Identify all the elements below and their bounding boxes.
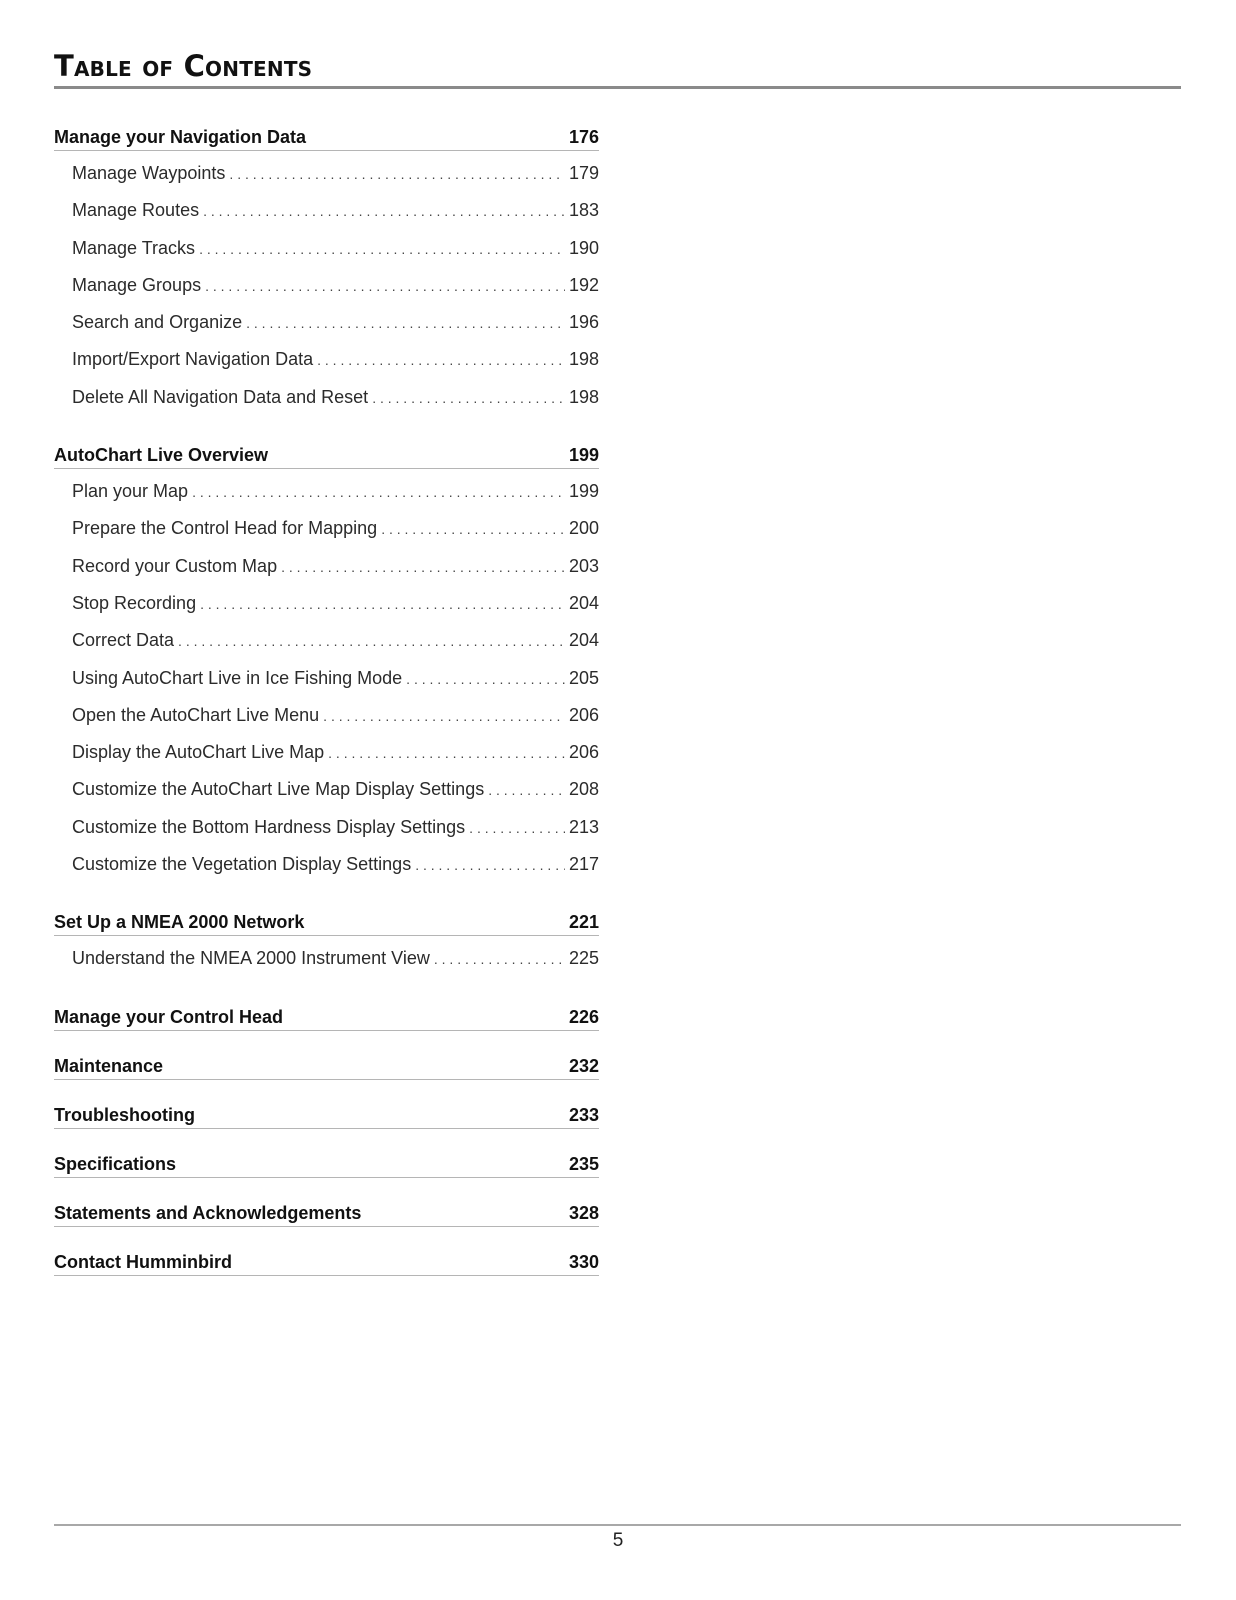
- entry-page-number: 198: [568, 349, 599, 370]
- dot-leader: [246, 315, 565, 331]
- dot-leader: [328, 745, 565, 761]
- toc-section-heading[interactable]: [54, 905, 599, 936]
- section-page-number: 226: [568, 1006, 599, 1027]
- section-title: AutoChart Live Overview: [54, 445, 269, 466]
- section-page-number: 232: [568, 1055, 599, 1076]
- entry-page-number: 206: [568, 742, 599, 763]
- section-title: Statements and Acknowledgements: [54, 1202, 362, 1223]
- toc-entry[interactable]: [54, 817, 599, 854]
- toc-entry-list: [54, 948, 599, 993]
- dot-leader: [178, 633, 565, 649]
- dot-leader: [469, 820, 565, 836]
- toc-section-heading[interactable]: [54, 1049, 599, 1080]
- dot-leader: [281, 559, 565, 575]
- entry-page-number: 206: [568, 704, 599, 725]
- entry-page-number: 179: [568, 163, 599, 183]
- entry-page-number: 199: [568, 481, 599, 502]
- toc-section: [54, 1000, 599, 1031]
- toc-entry[interactable]: [54, 948, 599, 985]
- section-title: Maintenance: [54, 1055, 164, 1076]
- section-page-number: 176: [568, 127, 599, 147]
- entry-page-number: 196: [568, 312, 599, 333]
- section-page-number: 233: [568, 1104, 599, 1125]
- entry-label: Record your Custom Map: [72, 555, 278, 576]
- toc-entry[interactable]: [54, 163, 599, 200]
- entry-label: Manage Tracks: [72, 237, 196, 258]
- entry-label: Understand the NMEA 2000 Instrument View: [72, 948, 430, 969]
- toc-section: [54, 1196, 599, 1227]
- section-page-number: 330: [568, 1251, 599, 1272]
- toc-entry[interactable]: [54, 779, 599, 816]
- dot-leader: [488, 782, 565, 798]
- entry-label: Customize the Vegetation Display Settings: [72, 854, 412, 875]
- section-page-number: 235: [568, 1153, 599, 1174]
- entry-label: Manage Waypoints: [72, 163, 226, 183]
- entry-page-number: 183: [568, 200, 599, 221]
- toc-entry[interactable]: [54, 275, 599, 312]
- toc-entry[interactable]: [54, 238, 599, 275]
- section-page-number: 199: [568, 445, 599, 466]
- toc-entry[interactable]: [54, 387, 599, 424]
- dot-leader: [199, 241, 565, 257]
- toc-section: [54, 1049, 599, 1080]
- toc-entry[interactable]: [54, 742, 599, 779]
- footer-divider: [54, 1524, 1181, 1526]
- entry-page-number: 198: [568, 386, 599, 407]
- entry-label: Manage Groups: [72, 274, 202, 295]
- section-page-number: 328: [568, 1202, 599, 1223]
- toc-entry[interactable]: [54, 668, 599, 705]
- toc-section-heading[interactable]: [54, 1147, 599, 1178]
- dot-leader: [192, 484, 565, 500]
- toc-entry[interactable]: [54, 854, 599, 891]
- entry-label: Customize the AutoChart Live Map Display Settings: [72, 779, 485, 800]
- section-title: Contact Humminbird: [54, 1251, 232, 1272]
- dot-leader: [434, 951, 565, 967]
- page-number: 5: [612, 1530, 624, 1551]
- entry-page-number: 208: [568, 779, 599, 800]
- toc-entry[interactable]: [54, 200, 599, 237]
- section-title: Specifications: [54, 1153, 177, 1174]
- toc-entry[interactable]: [54, 630, 599, 667]
- dot-leader: [372, 390, 565, 406]
- toc-section: [54, 1147, 599, 1178]
- entry-page-number: 205: [568, 667, 599, 688]
- toc-section-heading[interactable]: [54, 120, 599, 151]
- entry-page-number: 204: [568, 630, 599, 651]
- toc-entry[interactable]: [54, 312, 599, 349]
- entry-label: Manage Routes: [72, 200, 200, 221]
- toc-entry-list: [54, 163, 599, 432]
- entry-label: Plan your Map: [72, 481, 189, 502]
- section-page-number: 221: [568, 912, 599, 933]
- entry-label: Display the AutoChart Live Map: [72, 742, 325, 763]
- section-title: Manage your Navigation Data: [54, 127, 307, 147]
- toc-section: [54, 1245, 599, 1276]
- toc-section-heading[interactable]: [54, 438, 599, 469]
- toc-entry[interactable]: [54, 349, 599, 386]
- section-title: Set Up a NMEA 2000 Network: [54, 912, 305, 933]
- entry-label: Stop Recording: [72, 592, 197, 613]
- section-title: Manage your Control Head: [54, 1006, 284, 1027]
- toc-entry[interactable]: [54, 481, 599, 518]
- dot-leader: [381, 521, 565, 537]
- toc-section: [54, 1098, 599, 1129]
- dot-leader: [200, 596, 565, 612]
- toc-section: [54, 905, 599, 993]
- entry-page-number: 200: [568, 518, 599, 539]
- toc-entry[interactable]: [54, 705, 599, 742]
- toc-section: [54, 438, 599, 899]
- entry-page-number: 192: [568, 274, 599, 295]
- table-of-contents: [54, 120, 599, 1294]
- entry-label: Import/Export Navigation Data: [72, 349, 314, 370]
- toc-section: [54, 120, 599, 432]
- dot-leader: [229, 166, 565, 182]
- entry-page-number: 203: [568, 555, 599, 576]
- dot-leader: [317, 352, 565, 368]
- dot-leader: [406, 671, 565, 687]
- entry-label: Prepare the Control Head for Mapping: [72, 518, 378, 539]
- toc-entry[interactable]: [54, 593, 599, 630]
- dot-leader: [203, 203, 565, 219]
- entry-label: Open the AutoChart Live Menu: [72, 704, 320, 725]
- entry-label: Customize the Bottom Hardness Display Settings: [72, 816, 466, 837]
- toc-entry[interactable]: [54, 518, 599, 555]
- page-title: Table of Contents: [54, 49, 313, 83]
- title-divider: [54, 86, 1181, 89]
- entry-page-number: 213: [568, 816, 599, 837]
- section-title: Troubleshooting: [54, 1104, 195, 1125]
- toc-section-heading[interactable]: [54, 1245, 599, 1276]
- toc-section-heading[interactable]: [54, 1196, 599, 1227]
- entry-page-number: 190: [568, 237, 599, 258]
- toc-section-heading[interactable]: [54, 1000, 599, 1031]
- toc-entry-list: [54, 481, 599, 899]
- toc-section-heading[interactable]: [54, 1098, 599, 1129]
- entry-page-number: 217: [568, 854, 599, 875]
- entry-label: Search and Organize: [72, 312, 243, 333]
- entry-page-number: 204: [568, 592, 599, 613]
- entry-page-number: 225: [568, 948, 599, 969]
- dot-leader: [205, 278, 565, 294]
- dot-leader: [323, 708, 565, 724]
- dot-leader: [415, 857, 565, 873]
- entry-label: Using AutoChart Live in Ice Fishing Mode: [72, 667, 403, 688]
- entry-label: Correct Data: [72, 630, 175, 651]
- toc-entry[interactable]: [54, 556, 599, 593]
- entry-label: Delete All Navigation Data and Reset: [72, 386, 369, 407]
